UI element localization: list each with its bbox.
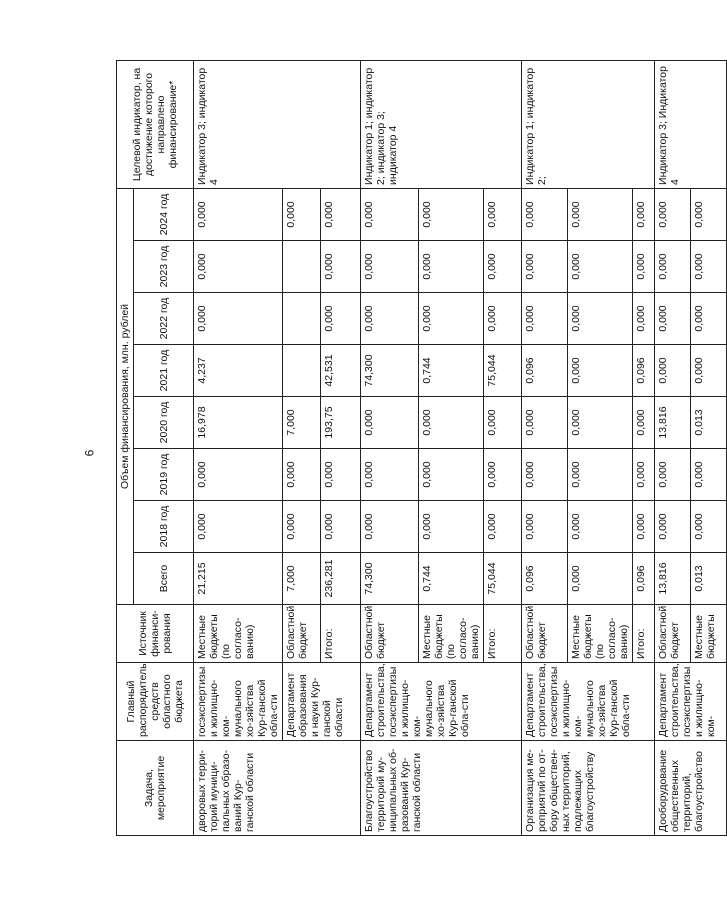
value-cell: 74,300 — [361, 553, 419, 605]
value-cell: 0,000 — [633, 241, 655, 293]
value-cell: 0,000 — [419, 241, 484, 293]
value-cell: 0,744 — [419, 345, 484, 397]
value-cell: 0,000 — [419, 449, 484, 501]
value-cell: 4,237 — [194, 345, 283, 397]
task-cell: дворовых терри-торий муници-пальных образо-ваний Кур-ганской области — [194, 741, 361, 836]
value-cell: 0,000 — [633, 397, 655, 449]
value-cell: 0,000 — [568, 345, 633, 397]
value-cell: 0,000 — [194, 188, 283, 240]
value-cell: 236,281 — [321, 553, 361, 605]
value-cell: 0,000 — [568, 397, 633, 449]
value-cell: 0,000 — [321, 449, 361, 501]
header-volume: Объем финансирования, млн. рублей — [117, 188, 134, 604]
table-header — [117, 60, 194, 835]
source-cell: Областной бюджет — [655, 605, 691, 663]
value-cell: 16,978 — [194, 397, 283, 449]
value-cell: 0,000 — [194, 501, 283, 553]
value-cell: 0,000 — [522, 188, 568, 240]
manager-cell: Департамент строительства, госэкспертизы и жилищно-ком-мунального хо-зяйства Кур-ганской обла-сти — [522, 663, 655, 741]
value-cell: 0,000 — [691, 188, 727, 240]
header-year: 2022 год — [134, 293, 194, 345]
header-manager: Главный распорядитель средств областного бюджета — [117, 663, 194, 741]
value-cell: 0,000 — [655, 293, 691, 345]
page-number: 6 — [82, 449, 97, 457]
value-cell: 0,000 — [484, 501, 522, 553]
value-cell — [283, 241, 321, 293]
value-cell: 0,000 — [361, 397, 419, 449]
value-cell: 13,816 — [655, 553, 691, 605]
header-year: 2021 год — [134, 345, 194, 397]
value-cell: 0,000 — [633, 293, 655, 345]
table-row — [522, 60, 568, 835]
source-cell: Областной бюджет — [361, 605, 419, 663]
value-cell: 0,000 — [419, 397, 484, 449]
value-cell: 0,000 — [633, 188, 655, 240]
value-cell: 0,000 — [419, 188, 484, 240]
manager-cell: Департамент строительства, госэкспертизы и жилищно-ком- — [655, 663, 727, 741]
source-cell: Областной бюджет — [283, 605, 321, 663]
manager-cell: Департамент образования и науки Кур-ганской области — [283, 663, 361, 741]
value-cell: 0,000 — [655, 449, 691, 501]
indicator-cell: Индикатор 3; Индикатор 4 — [655, 60, 727, 188]
manager-cell: Департамент строительства, госэкспертизы и жилищно-ком-мунального хо-зяйства Кур-ганской обла-сти — [361, 663, 522, 741]
value-cell: 0,000 — [691, 241, 727, 293]
value-cell: 0,000 — [484, 449, 522, 501]
value-cell: 0,000 — [419, 293, 484, 345]
table-row — [655, 60, 691, 835]
value-cell: 0,000 — [194, 241, 283, 293]
value-cell: 0,000 — [484, 397, 522, 449]
value-cell: 0,000 — [321, 241, 361, 293]
task-cell: Дооборудование общественных территорий, благоустройство — [655, 741, 727, 836]
value-cell: 0,744 — [419, 553, 484, 605]
source-cell: Местные бюджеты (по согласо-ванию) — [419, 605, 484, 663]
header-year: Всего — [134, 553, 194, 605]
value-cell: 0,000 — [691, 293, 727, 345]
value-cell: 13,816 — [655, 397, 691, 449]
source-cell: Местные бюджеты — [691, 605, 727, 663]
value-cell: 0,013 — [691, 397, 727, 449]
value-cell: 0,000 — [321, 293, 361, 345]
source-cell: Итого: — [633, 605, 655, 663]
header-task: Задача, мероприятие — [117, 741, 194, 836]
value-cell: 75,044 — [484, 345, 522, 397]
value-cell — [283, 293, 321, 345]
financing-table — [116, 60, 727, 836]
header-year: 2018 год — [134, 501, 194, 553]
value-cell: 0,000 — [691, 345, 727, 397]
value-cell: 0,000 — [484, 293, 522, 345]
value-cell: 0,096 — [522, 553, 568, 605]
value-cell: 0,000 — [691, 449, 727, 501]
value-cell: 0,000 — [321, 188, 361, 240]
header-year: 2020 год — [134, 397, 194, 449]
header-year: 2019 год — [134, 449, 194, 501]
value-cell: 0,000 — [283, 188, 321, 240]
value-cell: 74,300 — [361, 345, 419, 397]
indicator-cell: Индикатор 1; индикатор 2; индикатор 3; индикатор 4 — [361, 60, 522, 188]
table-row — [361, 60, 419, 835]
value-cell: 193,75 — [321, 397, 361, 449]
value-cell: 0,000 — [283, 501, 321, 553]
source-cell: Итого: — [321, 605, 361, 663]
header-indicator: Целевой индикатор, на достижение которого направлено финансирование* — [117, 60, 194, 188]
value-cell: 0,000 — [633, 501, 655, 553]
source-cell: Областной бюджет — [522, 605, 568, 663]
value-cell: 42,531 — [321, 345, 361, 397]
indicator-cell: Индикатор 1; индикатор 2; — [522, 60, 655, 188]
source-cell: Итого: — [484, 605, 522, 663]
value-cell: 21,215 — [194, 553, 283, 605]
value-cell: 0,000 — [484, 241, 522, 293]
value-cell: 0,000 — [194, 449, 283, 501]
value-cell: 0,000 — [633, 449, 655, 501]
header-year: 2023 год — [134, 241, 194, 293]
value-cell: 0,013 — [691, 553, 727, 605]
value-cell: 0,096 — [633, 553, 655, 605]
value-cell: 75,044 — [484, 553, 522, 605]
header-source: Источник финанси-рования — [117, 605, 194, 663]
value-cell: 0,096 — [522, 345, 568, 397]
value-cell: 0,000 — [361, 241, 419, 293]
value-cell: 0,000 — [655, 188, 691, 240]
value-cell: 0,000 — [655, 501, 691, 553]
value-cell: 0,000 — [522, 241, 568, 293]
task-cell: Благоустройство территорий му-ниципальных об-разований Кур-ганской области — [361, 741, 522, 836]
value-cell: 0,000 — [568, 501, 633, 553]
value-cell: 0,000 — [194, 293, 283, 345]
value-cell: 0,000 — [568, 449, 633, 501]
value-cell: 0,000 — [522, 397, 568, 449]
value-cell: 0,000 — [361, 293, 419, 345]
header-year: 2024 год — [134, 188, 194, 240]
value-cell: 0,000 — [522, 501, 568, 553]
source-cell: Местные бюджеты (по согласо-ванию) — [194, 605, 283, 663]
value-cell: 0,000 — [568, 188, 633, 240]
manager-cell: госэкспертизы и жилищно-ком-мунального хо-зяйства Кур-ганской обла-сти — [194, 663, 283, 741]
value-cell: 0,000 — [321, 501, 361, 553]
value-cell: 0,000 — [522, 449, 568, 501]
task-cell: Организация ме-роприятий по от-бору обществен-ных территорий, подлежащих благоустройству — [522, 741, 655, 836]
source-cell: Местные бюджеты (по согласо-ванию) — [568, 605, 633, 663]
value-cell: 0,000 — [361, 188, 419, 240]
value-cell: 0,000 — [283, 449, 321, 501]
value-cell: 0,096 — [633, 345, 655, 397]
value-cell: 0,000 — [655, 241, 691, 293]
value-cell: 0,000 — [655, 345, 691, 397]
value-cell — [283, 345, 321, 397]
indicator-cell: Индикатор 3; индикатор 4 — [194, 60, 361, 188]
table-body — [194, 60, 727, 835]
value-cell: 0,000 — [361, 501, 419, 553]
table-row — [194, 60, 283, 835]
value-cell: 0,000 — [484, 188, 522, 240]
value-cell: 7,000 — [283, 397, 321, 449]
value-cell: 0,000 — [691, 501, 727, 553]
value-cell: 0,000 — [568, 553, 633, 605]
value-cell: 0,000 — [419, 501, 484, 553]
value-cell: 7,000 — [283, 553, 321, 605]
value-cell: 0,000 — [568, 241, 633, 293]
value-cell: 0,000 — [361, 449, 419, 501]
value-cell: 0,000 — [522, 293, 568, 345]
value-cell: 0,000 — [568, 293, 633, 345]
